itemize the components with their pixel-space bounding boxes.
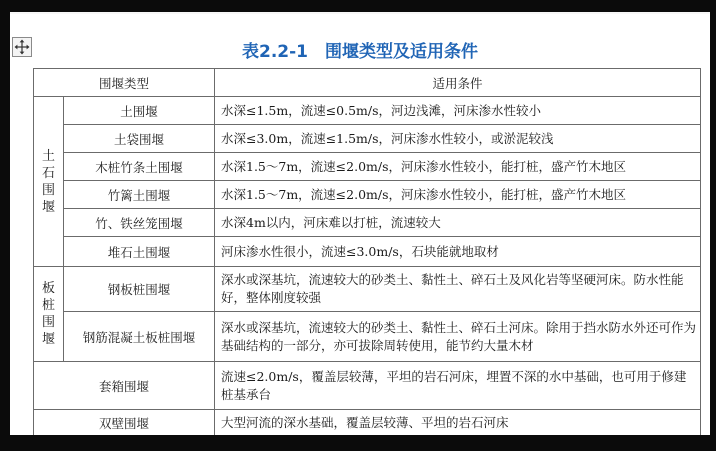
table-row bbox=[34, 209, 701, 237]
row-condition: 水深≤3.0m，流速≤1.5m/s，河床渗水性较小，或淤泥较浅 bbox=[215, 125, 701, 153]
row-condition: 深水或深基坑，流速较大的砂类土、黏性土、碎石土及风化岩等坚硬河床。防水性能好，整体刚度较强 bbox=[215, 267, 701, 312]
table-row bbox=[34, 125, 701, 153]
table-row bbox=[34, 410, 701, 436]
row-type: 套箱围堰 bbox=[34, 362, 215, 410]
row-type: 竹、铁丝笼围堰 bbox=[64, 209, 215, 237]
row-condition: 水深4m以内，河床难以打桩，流速较大 bbox=[215, 209, 701, 237]
row-type: 钢板桩围堰 bbox=[64, 267, 215, 312]
row-type: 堆石土围堰 bbox=[64, 237, 215, 267]
table-row bbox=[34, 97, 701, 125]
group-label-sheet-pile bbox=[34, 267, 64, 362]
row-condition: 大型河流的深水基础，覆盖层较薄、平坦的岩石河床 bbox=[215, 410, 701, 436]
row-condition: 水深1.5～7m，流速≤2.0m/s，河床渗水性较小，能打桩，盛产竹木地区 bbox=[215, 153, 701, 181]
header-type: 围堰类型 bbox=[34, 69, 215, 97]
table-row bbox=[34, 312, 701, 362]
table-row bbox=[34, 181, 701, 209]
group-label-text: 板桩围堰 bbox=[41, 281, 55, 347]
table-header-row bbox=[34, 69, 701, 97]
table-row bbox=[34, 362, 701, 410]
row-type: 竹篱土围堰 bbox=[64, 181, 215, 209]
row-type: 土袋围堰 bbox=[64, 125, 215, 153]
table-title: 表2.2-1 围堰类型及适用条件 bbox=[242, 42, 478, 62]
header-condition: 适用条件 bbox=[215, 69, 701, 97]
row-type: 双壁围堰 bbox=[34, 410, 215, 436]
row-condition: 深水或深基坑，流速较大的砂类土、黏性土、碎石土河床。除用于挡水防水外还可作为基础结构的一部分，亦可拔除周转使用，能节约大量木材 bbox=[215, 312, 701, 362]
group-label-text: 土石围堰 bbox=[41, 148, 55, 215]
table-row bbox=[34, 237, 701, 267]
row-condition: 流速≤2.0m/s，覆盖层较薄，平坦的岩石河床，埋置不深的水中基础，也可用于修建桩基承台 bbox=[215, 362, 701, 410]
table-row bbox=[34, 153, 701, 181]
page-top-edge bbox=[10, 12, 710, 14]
row-condition: 水深≤1.5m，流速≤0.5m/s，河边浅滩，河床渗水性较小 bbox=[215, 97, 701, 125]
row-type: 木桩竹条土围堰 bbox=[64, 153, 215, 181]
row-type: 土围堰 bbox=[64, 97, 215, 125]
document-page bbox=[10, 12, 710, 435]
table-row bbox=[34, 267, 701, 312]
cofferdam-types-table bbox=[33, 68, 701, 435]
row-condition: 水深1.5～7m，流速≤2.0m/s，河床渗水性较小，能打桩，盛产竹木地区 bbox=[215, 181, 701, 209]
group-label-earth-rock bbox=[34, 97, 64, 267]
row-condition: 河床渗水性很小，流速≤3.0m/s，石块能就地取材 bbox=[215, 237, 701, 267]
row-type: 钢筋混凝土板桩围堰 bbox=[64, 312, 215, 362]
